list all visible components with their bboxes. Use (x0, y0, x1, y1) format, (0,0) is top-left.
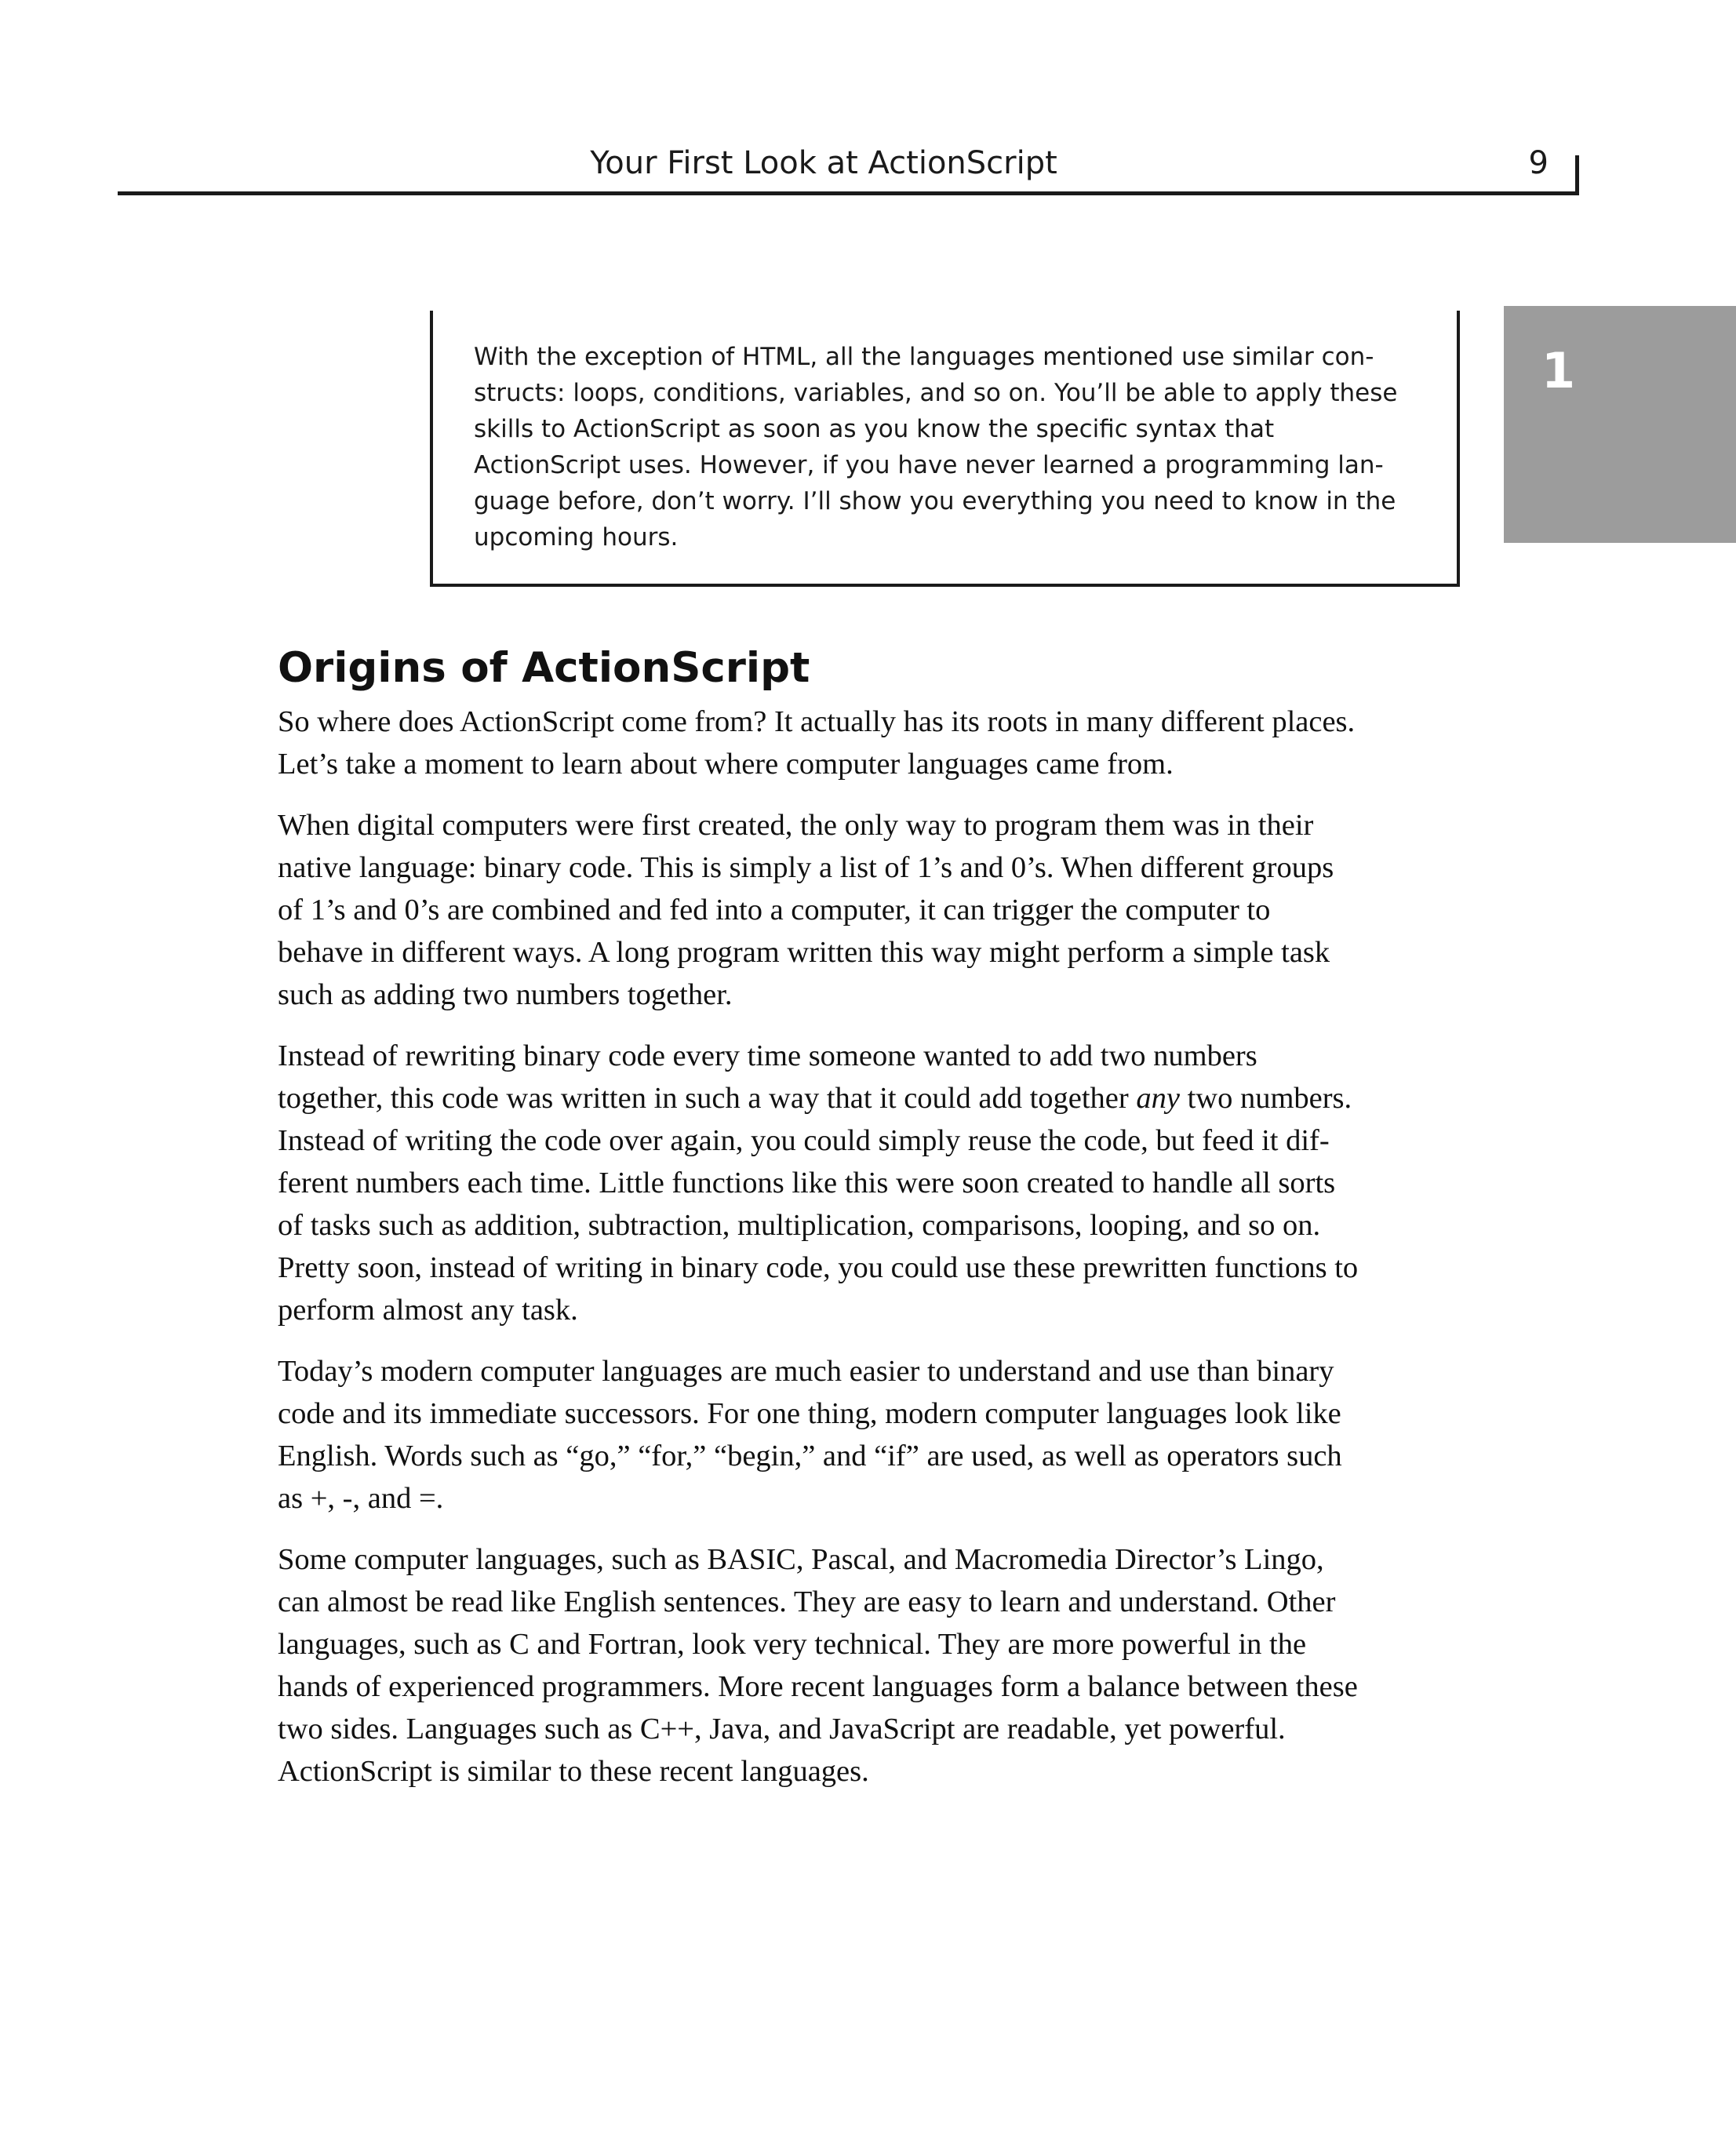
header-rule-tick (1575, 155, 1579, 195)
chapter-number: 1 (1541, 342, 1576, 399)
paragraph-4: Today’s modern computer languages are much easier to understand and use than binary code and its immediate successors. For one thing, modern computer languages look like English. Words such as “go,” “for,” “begin,” and “if” are used, as well as operators such as +, -, and =. (278, 1355, 1342, 1515)
header-rule (118, 191, 1578, 195)
note-text: With the exception of HTML, all the languages mentioned use similar con- structs: loops, conditions, variables, and so on. You’ll be able to apply these skills to ActionScript as soon as you know the specific syntax that ActionScript uses. However, if you have never learned a programming lan- guage before, don’t worry. I’ll show you everything you need to know in the upcoming hours. (474, 343, 1398, 551)
paragraph-2: When digital computers were first created, the only way to program them was in their native language: binary code. This is simply a list of 1’s and 0’s. When different groups of 1’s and 0’s are combined and fed into a computer, it can trigger the computer to behave in different ways. A long program written this way might perform a simple task such as adding two numbers together. (278, 809, 1334, 1011)
note-box (430, 311, 1460, 587)
paragraph-5: Some computer languages, such as BASIC, Pascal, and Macromedia Director’s Lingo, can almost be read like English sentences. They are easy to learn and understand. Other languages, such as C and Fortran, look very technical. They are more powerful in the hands of experienced programmers. More recent languages form a balance between these two sides. Languages such as C++, Java, and JavaScript are readable, yet powerful. ActionScript is similar to these recent languages. (278, 1543, 1358, 1788)
paragraph-3-part-2: two numbers. Instead of writing the code over again, you could simply reuse the code, but feed it dif- ferent numbers each time. Little functions like this were soon created to handle all sorts of tasks such as addition, subtraction, multiplication, comparisons, looping, and so on. Pretty soon, instead of writing in binary code, you could use these prewritten functions to perform almost any task. (278, 1082, 1359, 1327)
paragraph-3 (278, 1035, 1470, 1331)
body-text (278, 701, 1470, 1811)
running-title: Your First Look at ActionScript (590, 145, 1057, 181)
chapter-tab (1504, 306, 1736, 543)
paragraph-3-emphasis: any (1136, 1082, 1180, 1115)
paragraph-3-part-1: Instead of rewriting binary code every time someone wanted to add two numbers together, this code was written in such a way that it could add together (278, 1039, 1257, 1115)
running-head (118, 141, 1577, 198)
paragraph-1: So where does ActionScript come from? It actually has its roots in many different places. Let’s take a moment to learn about where computer languages came from. (278, 705, 1356, 781)
section-heading: Origins of ActionScript (278, 644, 810, 692)
page-number: 9 (1528, 145, 1549, 181)
